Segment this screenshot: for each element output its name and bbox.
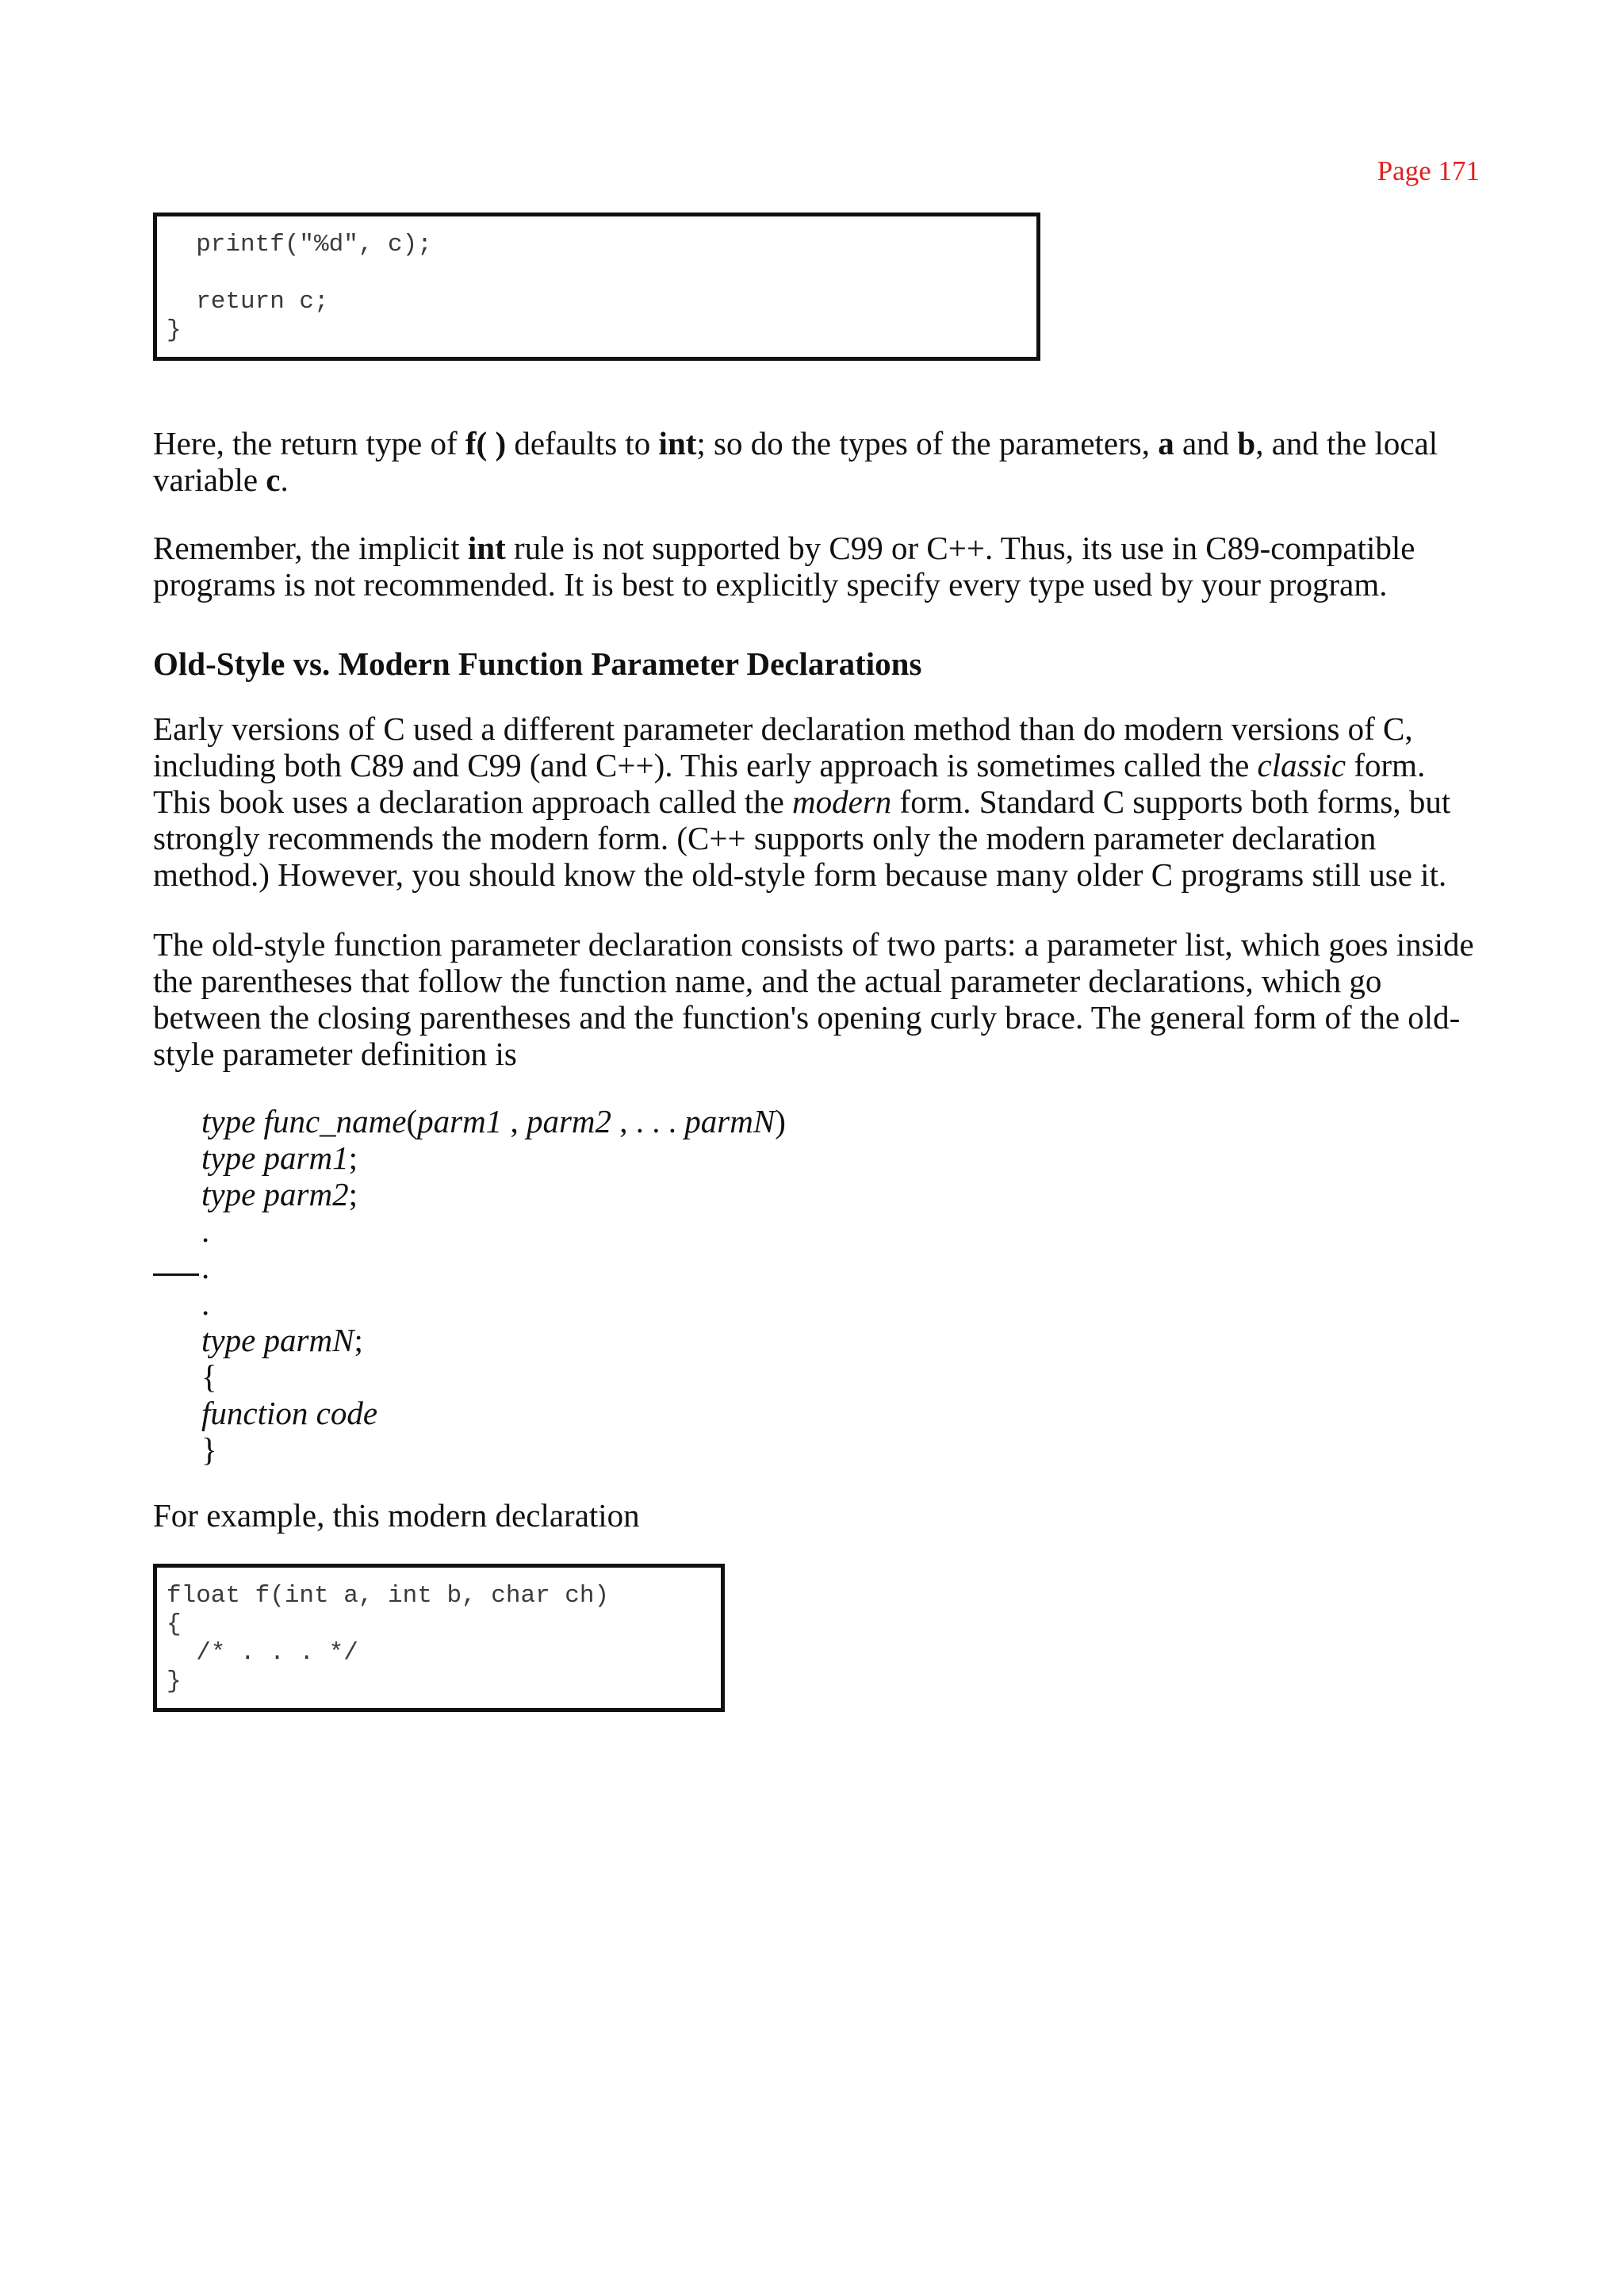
bold-term: a — [1158, 425, 1174, 461]
code-line: { — [167, 1610, 182, 1638]
paragraph-early-versions — [153, 710, 1485, 893]
syntax-line-open-brace: { — [201, 1358, 217, 1395]
text-run: form. This book uses a declaration approach called the — [153, 747, 1426, 820]
text-run: Remember, the implicit — [153, 530, 468, 566]
bold-term: int — [467, 530, 506, 566]
bold-term: b — [1237, 425, 1256, 461]
text-run: ; so do the types of the parameters, — [696, 425, 1159, 461]
syntax-line-parmN: type parmN; — [201, 1322, 363, 1358]
syntax-line-dot: . — [201, 1212, 210, 1249]
italic-term: modern — [792, 783, 892, 820]
text-run: defaults to — [506, 425, 659, 461]
text-run: and — [1174, 425, 1238, 461]
syntax-line-parm2: type parm2; — [201, 1176, 358, 1212]
italic-term: classic — [1257, 747, 1346, 783]
margin-rule-mark — [153, 1273, 199, 1276]
syntax-line-parm1: type parm1; — [201, 1139, 358, 1176]
code-line: float f(int a, int b, char ch) — [167, 1582, 610, 1610]
bold-term: int — [658, 425, 697, 461]
code-line: } — [167, 1668, 182, 1695]
code-line: printf("%d", c); — [167, 231, 432, 259]
paragraph-return-type — [153, 425, 1485, 498]
text-run: Here, the return type of — [153, 425, 465, 461]
text-run: form. Standard C supports both forms, but strongly recommends the modern form. (C++ supports only the modern parameter declaration method.) However, you should know the old-style form because many older C programs still use it. — [153, 783, 1451, 893]
paragraph-for-example: For example, this modern declaration — [153, 1497, 640, 1534]
code-block-printf-return — [153, 213, 1040, 361]
text-run: . — [280, 461, 289, 498]
syntax-line-close-brace: } — [201, 1431, 217, 1468]
text-run: , and the local variable — [153, 425, 1438, 498]
bold-term: c — [266, 461, 281, 498]
syntax-line-signature: type func_name(parm1 , parm2 , . . . parmN) — [201, 1103, 786, 1139]
syntax-line-function-code: function code — [201, 1395, 378, 1431]
text-run: rule is not supported by C99 or C++. Thus, its use in C89-compatible programs is not recommended. It is best to explicitly specify every type used by your program. — [153, 530, 1415, 603]
code-line: /* . . . */ — [167, 1639, 358, 1667]
syntax-general-form — [201, 1103, 786, 1468]
code-line — [167, 259, 1036, 288]
syntax-line-dot: . — [201, 1285, 210, 1322]
text-run: Early versions of C used a different parameter declaration method than do modern versions of C, including both C89 and C99 (and C++). This early approach is sometimes called the — [153, 710, 1413, 783]
section-heading: Old-Style vs. Modern Function Parameter Declarations — [153, 645, 922, 682]
paragraph-implicit-int — [153, 530, 1485, 603]
code-line: } — [167, 316, 182, 344]
code-block-modern-declaration — [153, 1564, 725, 1712]
syntax-line-dot: . — [201, 1249, 210, 1285]
paragraph-old-style-parts: The old-style function parameter declaration consists of two parts: a parameter list, which goes inside the parentheses that follow the function name, and the actual parameter declarations, which go between the closing parentheses and the function's opening curly brace. The general form of the old-style parameter definition is — [153, 926, 1474, 1072]
bold-term: f( ) — [465, 425, 507, 461]
code-line: return c; — [167, 288, 329, 316]
page-number: Page 171 — [1377, 155, 1480, 186]
